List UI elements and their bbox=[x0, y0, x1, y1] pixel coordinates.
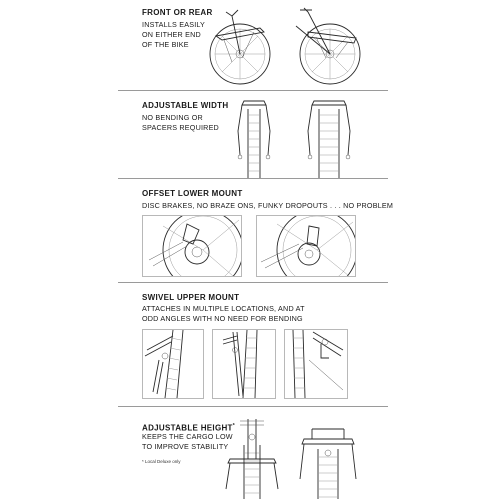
section-line: KEEPS THE CARGO LOW bbox=[142, 432, 233, 441]
footnote-marker: * bbox=[232, 423, 235, 429]
section-offset-lower-mount bbox=[0, 179, 500, 279]
footnote: * Local Deluxe only bbox=[142, 459, 181, 464]
section-title: FRONT OR REAR bbox=[142, 8, 213, 17]
section-line: ATTACHES IN MULTIPLE LOCATIONS, AND AT bbox=[142, 304, 305, 313]
lower-mount-panel-left bbox=[142, 215, 242, 277]
front-rack-illustration bbox=[202, 6, 284, 86]
section-adjustable-width bbox=[0, 91, 500, 177]
section-line: INSTALLS EASILY bbox=[142, 20, 206, 29]
section-line: SPACERS REQUIRED bbox=[142, 123, 219, 132]
section-line: ODD ANGLES WITH NO NEED FOR BENDING bbox=[142, 314, 303, 323]
wide-width-illustration bbox=[306, 95, 352, 179]
lower-mount-panel-right bbox=[256, 215, 356, 277]
height-low-illustration bbox=[222, 419, 282, 499]
height-high-illustration bbox=[298, 419, 358, 499]
section-line: TO IMPROVE STABILITY bbox=[142, 442, 229, 451]
section-line: DISC BRAKES, NO BRAZE ONS, FUNKY DROPOUTS . . . NO PROBLEM bbox=[142, 201, 394, 210]
section-title-text: ADJUSTABLE HEIGHT bbox=[142, 423, 233, 433]
section-line: NO BENDING OR bbox=[142, 113, 203, 122]
narrow-width-illustration bbox=[234, 95, 274, 179]
section-swivel-upper-mount bbox=[0, 283, 500, 403]
upper-mount-panel-2 bbox=[212, 329, 276, 399]
section-title: SWIVEL UPPER MOUNT bbox=[142, 293, 240, 302]
rear-rack-illustration bbox=[286, 6, 368, 86]
section-line: ON EITHER END bbox=[142, 30, 201, 39]
upper-mount-panel-1 bbox=[142, 329, 204, 399]
section-line: OF THE BIKE bbox=[142, 40, 189, 49]
section-adjustable-height bbox=[0, 407, 500, 500]
section-title: OFFSET LOWER MOUNT bbox=[142, 189, 243, 198]
section-front-or-rear bbox=[0, 0, 500, 88]
upper-mount-panel-3 bbox=[284, 329, 348, 399]
section-title: ADJUSTABLE WIDTH bbox=[142, 101, 229, 110]
